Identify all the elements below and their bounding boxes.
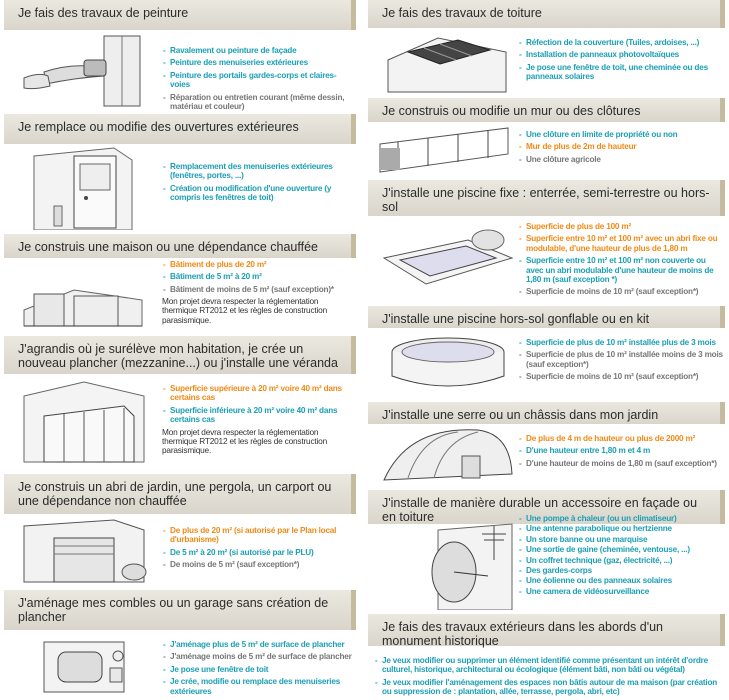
- list-item: - Remplacement des menuiseries extérieures (fenêtres, portes, ...): [162, 162, 354, 181]
- section-serre: [368, 402, 725, 488]
- item-list: [518, 434, 723, 471]
- fence-illustration: [378, 124, 516, 176]
- list-item: - Peinture des portails gardes-corps et claires-voies: [162, 71, 354, 90]
- item-list: [162, 162, 354, 206]
- list-item: - Mur de plus de 2m de hauteur: [518, 142, 723, 151]
- section-accessoire: [368, 490, 725, 612]
- section-title: Je fais des travaux de toiture: [368, 0, 725, 28]
- door-illustration: [14, 146, 152, 230]
- section-monument: [368, 614, 725, 700]
- note-text: Mon projet devra respecter la réglementation thermique RT2012 et les règles de construction parasismique.: [162, 296, 327, 325]
- section-title: Je remplace ou modifie des ouvertures extérieures: [4, 114, 356, 144]
- section-piscine-fixe: [368, 180, 725, 304]
- section-title: Je construis une maison ou une dépendance chauffée: [4, 234, 356, 258]
- list-item: - Superficie de plus de 100 m²: [518, 222, 723, 231]
- garage-plan-illustration: [14, 632, 152, 698]
- house-construction-illustration: [14, 260, 152, 332]
- list-item: - Une clôture en limite de propriété ou non: [518, 130, 723, 139]
- list-item: - Superficie de plus de 10 m² installée plus de 3 mois: [518, 338, 723, 347]
- item-list: [162, 46, 354, 114]
- list-item: - Bâtiment de 5 m² à 20 m²: [162, 272, 354, 281]
- list-item: - Superficie supérieure à 20 m² voire 40 m² dans certains cas: [162, 384, 354, 403]
- section-title: J'installe de manière durable un accessoire en façade ou en toiture: [368, 490, 725, 524]
- list-item: - Superficie de moins de 10 m² (sauf exception*): [518, 287, 723, 296]
- section-title: J'installe une serre ou un châssis dans mon jardin: [368, 402, 725, 424]
- section-title: J'agrandis où je surélève mon habitation, je crée un nouveau plancher (mezzanine...) ou j'installe une véranda: [4, 336, 356, 374]
- section-piscine-hors-sol: [368, 306, 725, 398]
- list-item: - Installation de panneaux photovoltaïques: [518, 50, 723, 59]
- list-item: - Création ou modification d'une ouverture (y compris les fenêtres de toit): [162, 184, 354, 203]
- list-item: - Superficie inférieure à 20 m² voire 40 m² dans certains cas: [162, 406, 354, 425]
- list-item: - Ravalement ou peinture de façade: [162, 46, 354, 55]
- pool-illustration: [378, 218, 516, 302]
- section-title: Je construis un abri de jardin, une pergola, un carport ou une dépendance non chauffée: [4, 474, 356, 514]
- list-item: - Un store banne ou une marquise: [518, 535, 723, 544]
- list-item: - Un coffret technique (gaz, électricité, ...): [518, 556, 723, 565]
- list-item: - Je pose une fenêtre de toit: [162, 665, 354, 674]
- list-item: - Superficie entre 10 m² et 100 m² non couverte ou avec un abri modulable d'une hauteur de moins de 1,80 m (sauf exception *): [518, 256, 723, 284]
- list-item: - Peinture des menuiseries extérieures: [162, 58, 354, 67]
- item-list: [374, 656, 723, 700]
- list-item: - Réparation ou entretien courant (même dessin, matériau et couleur): [162, 93, 354, 112]
- item-list: [162, 526, 354, 573]
- item-list: [518, 38, 723, 85]
- section-title: Je fais des travaux de peinture: [4, 0, 356, 30]
- section-mur: [368, 98, 725, 178]
- item-list: [162, 640, 354, 699]
- note-text: Mon projet devra respecter la réglementation thermique RT2012 et les règles de construction parasismique.: [162, 426, 327, 456]
- list-item: - Réfection de la couverture (Tuiles, ardoises, ...): [518, 38, 723, 47]
- greenhouse-illustration: [378, 426, 516, 486]
- section-title: J'installe une piscine hors-sol gonflable ou en kit: [368, 306, 725, 328]
- list-item: - De plus de 20 m² (si autorisé par le Plan local d'urbanisme): [162, 526, 354, 545]
- list-item: - De plus de 4 m de hauteur ou plus de 2000 m²: [518, 434, 723, 443]
- item-list: [518, 222, 723, 300]
- section-combles: [4, 590, 356, 700]
- list-item: - D'une hauteur de moins de 1,80 m (sauf exception*): [518, 459, 723, 468]
- list-item: - Bâtiment de plus de 20 m²: [162, 260, 354, 269]
- above-ground-pool-illustration: [378, 330, 516, 396]
- section-title: Je fais des travaux extérieurs dans les abords d'un monument historique: [368, 614, 725, 646]
- section-title: J'installe une piscine fixe : enterrée, semi-terrestre ou hors-sol: [368, 180, 725, 216]
- section-toiture: [368, 0, 725, 96]
- list-item: - Bâtiment de moins de 5 m² (sauf exception)*: [162, 285, 354, 294]
- list-item: - Une camera de vidéosurveillance: [518, 587, 723, 596]
- carport-illustration: [14, 516, 152, 586]
- list-item: - Une pompe à chaleur (ou un climatiseur): [518, 514, 723, 523]
- roof-illustration: [378, 30, 516, 94]
- item-list: [518, 514, 723, 597]
- list-item: - Une antenne parabolique ou hertzienne: [518, 524, 723, 533]
- item-list: [162, 260, 354, 328]
- satellite-dish-illustration: [378, 520, 516, 610]
- list-item: - De moins de 5 m² (sauf exception*): [162, 560, 354, 569]
- veranda-illustration: [14, 376, 152, 466]
- item-list: [518, 130, 723, 167]
- list-item: - Une clôture agricole: [518, 155, 723, 164]
- item-list: [518, 338, 723, 385]
- section-peinture: [4, 0, 356, 110]
- list-item: - Des gardes-corps: [518, 566, 723, 575]
- section-ouvertures: [4, 114, 356, 232]
- section-title: J'aménage mes combles ou un garage sans création de plancher: [4, 590, 356, 630]
- list-item: - Superficie de plus de 10 m² installée moins de 3 mois (sauf exception*): [518, 350, 723, 369]
- item-list: [162, 384, 354, 458]
- list-item: - Superficie de moins de 10 m² (sauf exception*): [518, 372, 723, 381]
- section-title: Je construis ou modifie un mur ou des clôtures: [368, 98, 725, 122]
- painting-illustration: [14, 32, 152, 108]
- list-item: - Je pose une fenêtre de toit, une cheminée ou des panneaux solaires: [518, 63, 723, 82]
- section-maison: [4, 234, 356, 334]
- list-item: - J'aménage plus de 5 m² de surface de plancher: [162, 640, 354, 649]
- list-item: - J'aménage moins de 5 m² de surface de plancher: [162, 652, 354, 661]
- list-item: - Je veux modifier l'aménagement des espaces non bâtis autour de ma maison (par création ou suppression de : plantation, allée, terrasse, pergola, abri, etc): [374, 678, 723, 697]
- list-item: - Je crée, modifie ou remplace des menuiseries extérieures: [162, 677, 354, 696]
- list-item: - De 5 m² à 20 m² (si autorisé par le PLU): [162, 548, 354, 557]
- list-item: - D'une hauteur entre 1,80 m et 4 m: [518, 446, 723, 455]
- list-item: - Une éolienne ou des panneaux solaires: [518, 576, 723, 585]
- section-agrandissement: [4, 336, 356, 470]
- list-item: - Une sortie de gaine (cheminée, ventouse, ...): [518, 545, 723, 554]
- list-item: - Je veux modifier ou supprimer un élément identifié comme présentant un intérêt d'ordre culturel, historique, architectural ou écologique (élément bâti, non bâti ou végétal): [374, 656, 723, 675]
- list-item: - Superficie entre 10 m² et 100 m² avec un abri fixe ou modulable, d'une hauteur de plus de 1,80 m: [518, 234, 723, 253]
- section-abri: [4, 474, 356, 586]
